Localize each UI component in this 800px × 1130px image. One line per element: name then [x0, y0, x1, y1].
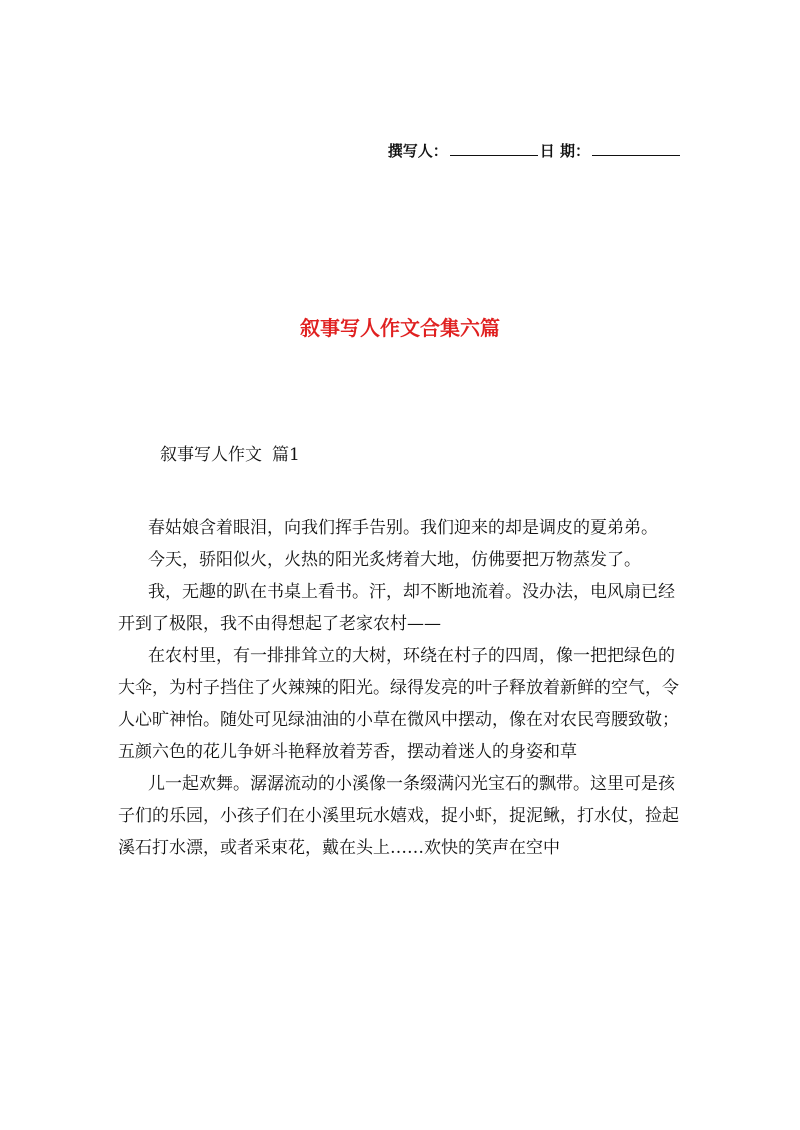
paragraph: 我，无趣的趴在书桌上看书。汗，却不断地流着。没办法，电风扇已经开到了极限，我不由得想起了老家农村—— [118, 582, 675, 634]
date-blank [592, 141, 680, 156]
section-heading-text: 叙事写人作文 [160, 445, 262, 465]
author-blank [450, 141, 538, 156]
paragraph: 春姑娘含着眼泪，向我们挥手告别。我们迎来的却是调皮的夏弟弟。 [148, 518, 658, 538]
date-label: 日 期： [539, 142, 590, 160]
paragraph: 今天，骄阳似火，火热的阳光炙烤着大地，仿佛要把万物蒸发了。 [148, 550, 641, 570]
paragraph: 在农村里，有一排排耸立的大树，环绕在村子的四周，像一把把绿色的大伞，为村子挡住了火辣辣的阳光。绿得发亮的叶子释放着新鲜的空气，令人心旷神怡。随处可见绿油油的小草在微风中摆动，像在对农民弯腰致敬；五颜六色的花儿争妍斗艳释放着芳香，摆动着迷人的身姿和草 [118, 646, 679, 762]
section-number: 篇1 [272, 445, 300, 465]
document-title: 叙事写人作文合集六篇 [300, 316, 500, 340]
author-label: 撰写人： [387, 142, 448, 160]
section-heading [160, 440, 300, 465]
document-body [118, 512, 683, 864]
author-date-line [388, 140, 682, 161]
paragraph: 儿一起欢舞。潺潺流动的小溪像一条缀满闪光宝石的飘带。这里可是孩子们的乐园，小孩子们在小溪里玩水嬉戏，捉小虾，捉泥鳅，打水仗，捡起溪石打水漂，或者采束花，戴在头上……欢快的笑声在空中 [118, 774, 679, 858]
